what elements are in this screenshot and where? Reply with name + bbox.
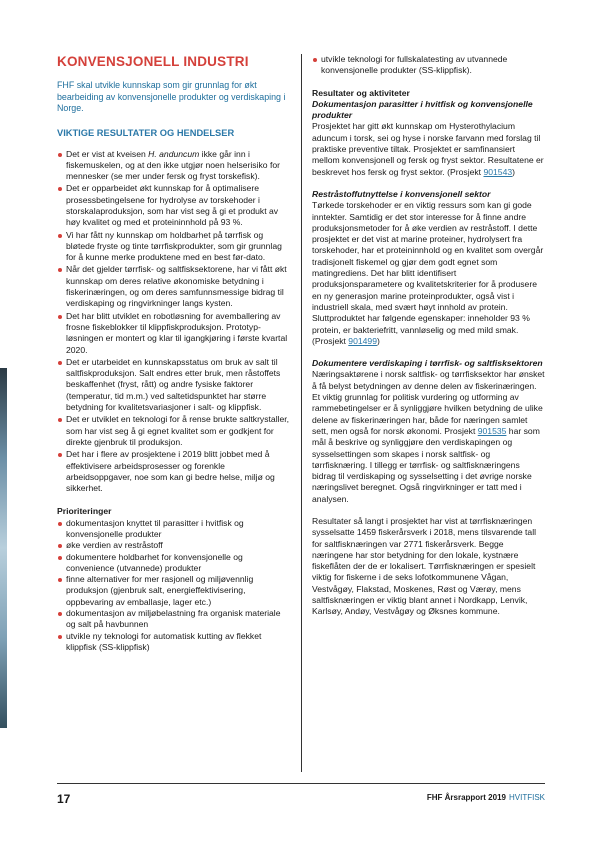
project-link[interactable]: 901543 [483, 166, 513, 177]
list-item: utvikle ny teknologi for automatisk kutting av flekket klippfisk (SS-klippfisk) [57, 631, 290, 654]
list-item: Det har blitt utviklet en robotløsning for avemballering av frosne fiskeblokker til klippfiskproduksjon. Prototyp-løsningen er montert og klar til igangkjøring i første kvartal 2020. [57, 311, 290, 356]
page-number: 17 [57, 792, 71, 806]
paragraph-employment: Resultater så langt i prosjektet har vist at tørrfisknæringen sysselsatte 1459 fiskerårsverk i 2018, mens tilsvarende tall for saltfisknæringen var 2771 fiskerårsverk. Begge næringene har stor betydning for den lokale, kystnære fiskeflåten der de er lokalisert. Tørrfisknæringen er spesielt viktig for fiskerne i de seks lofotkommunene Vågan, Vestvågøy, Flakstad, Moskenes, Røst og Værøy, mens saltfisknæringen er viktig blant annet i Nordkapp, Lenvik, Karlsøy, Andøy, Vestvågøy og Øksnes kommune. [312, 515, 537, 617]
section-heading: KONVENSJONELL INDUSTRI [57, 54, 249, 69]
lead-paragraph: FHF skal utvikle kunnskap som gir grunnlag for økt bearbeiding av konvensjonelle produkter og verdiskaping i Norge. [57, 80, 286, 113]
list-item: dokumentasjon knyttet til parasitter i hvitfisk og konvensjonelle produkter [57, 518, 290, 541]
section-name: HVITFISK [508, 793, 545, 802]
paragraph-byproducts: Tørkede torskehoder er en viktig ressurs som kan gi gode inntekter. Samtidig er det stor interesse for å finne andre produksjonsmetoder for å øke verdien av restråstoff. I dette prosjektet er det vist at marine proteiner, hydrolysert fra torskehoder, har et proteininnhold og en kvalitet som overgår tradisjonelt fiskemel og gjør dem godt egnet som matingrediens. Det har blitt identifisert produksjonsparametere og kvalitetskriterier for å produsere en ny generasjon marine proteinprodukter, også vist i industriell skala, med svært høyt innhold av protein. Sluttproduktet har følgende egenskaper: inneholder 93 % protein, er bakteriefritt, vannløselig og med mild smak. (Prosjekt 901499) [312, 200, 544, 346]
paragraph-parasites: Prosjektet har gitt økt kunnskap om Hysterothylacium aduncum i torsk, sei og hyse i norske farvann med forslag til praktiske preventive tiltak. Prosjektet er samfinansiert mellom konvensjonell og fersk og fryst sektor. Resultatene er beskrevet hos fersk og fryst sektor. (Prosjekt 901543) [312, 121, 544, 177]
decorative-photo-strip [0, 368, 7, 728]
list-item: utvikle teknologi for fullskalatesting av utvannede konvensjonelle produkter (SS-klippfisk). [312, 54, 545, 77]
column-divider [301, 54, 302, 772]
results-list [57, 149, 290, 495]
list-item: Det er opparbeidet økt kunnskap for å optimalisere prosessbetingelsene for hydrolyse av torskehoder i storskalaproduksjon, som har vist seg å gi et produkt av høy kvalitet og med et proteininnhold på 93 %. [57, 183, 290, 228]
project-link[interactable]: 901499 [348, 335, 377, 346]
list-item: dokumentasjon av miljøbelastning fra organisk materiale og salt på havbunnen [57, 608, 290, 631]
results-heading: VIKTIGE RESULTATER OG HENDELSER [57, 127, 235, 138]
priorities-heading: Prioriteringer [57, 506, 112, 517]
list-item: Vi har fått ny kunnskap om holdbarhet på tørrfisk og bløtede fryste og tinte tørrfiskprodukter, som gir grunnlag for å kunne merke produktene med en best før-dato. [57, 230, 290, 264]
publication-name: FHF Årsrapport 2019 [426, 793, 506, 802]
priorities-list-continued [312, 54, 545, 77]
list-item: Det har i flere av prosjektene i 2019 blitt jobbet med å effektivisere arbeidsprosesser og forenkle arbeidsoppgaver, noe som kan gi bedre helse, miljø og sikkerhet. [57, 449, 290, 494]
subsection-title-parasites: Dokumentasjon parasitter i hvitfisk og konvensjonelle produkter [312, 98, 533, 121]
list-item: dokumentere holdbarhet for konvensjonelle og convenience (utvannede) produkter [57, 552, 290, 575]
footer-title [427, 793, 545, 802]
subsection-title-value-creation: Dokumentere verdiskaping i tørrfisk- og saltfisksektoren [312, 358, 543, 369]
list-item: øke verdien av restråstoff [57, 540, 290, 551]
list-item: finne alternativer for mer rasjonell og miljøvennlig produksjon (gjenbruk salt, energieffektivisering, oppbevaring av emballasje, lager etc.) [57, 574, 290, 608]
list-item: Det er vist at kveisen H. anduncum ikke går inn i fiskemuskelen, og at den ikke utgjør noen helserisiko for mennesker (se mer under fersk og fryst torskefisk). [57, 149, 290, 183]
project-link[interactable]: 901535 [477, 425, 507, 436]
activities-heading: Resultater og aktiviteter [312, 87, 410, 98]
paragraph-value-creation: Næringsaktørene i norsk saltfisk- og tørrfisksektor har ønsket å få belyst betydningen av denne delen av fiskerinæringen. Et viktig grunnlag for politisk vurdering og utforming av rammebetingelser er å synliggjøre hvilken betydning de ulike delene av fiskerinæringen har, både for næringen samlet sett, men også for norsk økonomi. Prosjekt 901535 har som mål å beskrive og synliggjøre den verdiskapingen og sysselsettingen som skapes i norsk saltfisk- og tørrfisknæring. I tillegg er tørrfisk- og saltfisknæringens bidrag til verdiskaping og sysselsetting i det øvrige norske næringslivet beregnet. Også ringvirkninger er tatt med i analysen. [312, 369, 545, 504]
list-item: Når det gjelder tørrfisk- og saltfisksektorene, har vi fått økt kunnskap om deres relative økonomiske betydning i fiskerinæringen, og om deres samfunnsmessige bidrag til verdiskaping og ringvirkninger langs kysten. [57, 264, 290, 309]
list-item: Det er utarbeidet en kunnskapsstatus om bruk av salt til saltfiskproduksjon. Salt endres etter bruk, men råstoffets beskaffenhet (fryst, rått) og andre fysiske faktorer (temperatur, tid m.m.) ved saltetidspunktet har større betydning for kvalitetsvariasjoner i salt- og klippfisk. [57, 357, 290, 413]
left-column [57, 54, 290, 653]
priorities-list [57, 518, 290, 654]
list-item: Det er utviklet en teknologi for å rense brukte saltkrystaller, som har vist seg å gi egnet kvalitet som er godkjent for direkte gjenbruk til produksjon. [57, 414, 290, 448]
footer-divider [57, 783, 545, 784]
right-column [312, 54, 545, 618]
subsection-title-byproducts: Restråstoffutnyttelse i konvensjonell sektor [312, 188, 491, 199]
